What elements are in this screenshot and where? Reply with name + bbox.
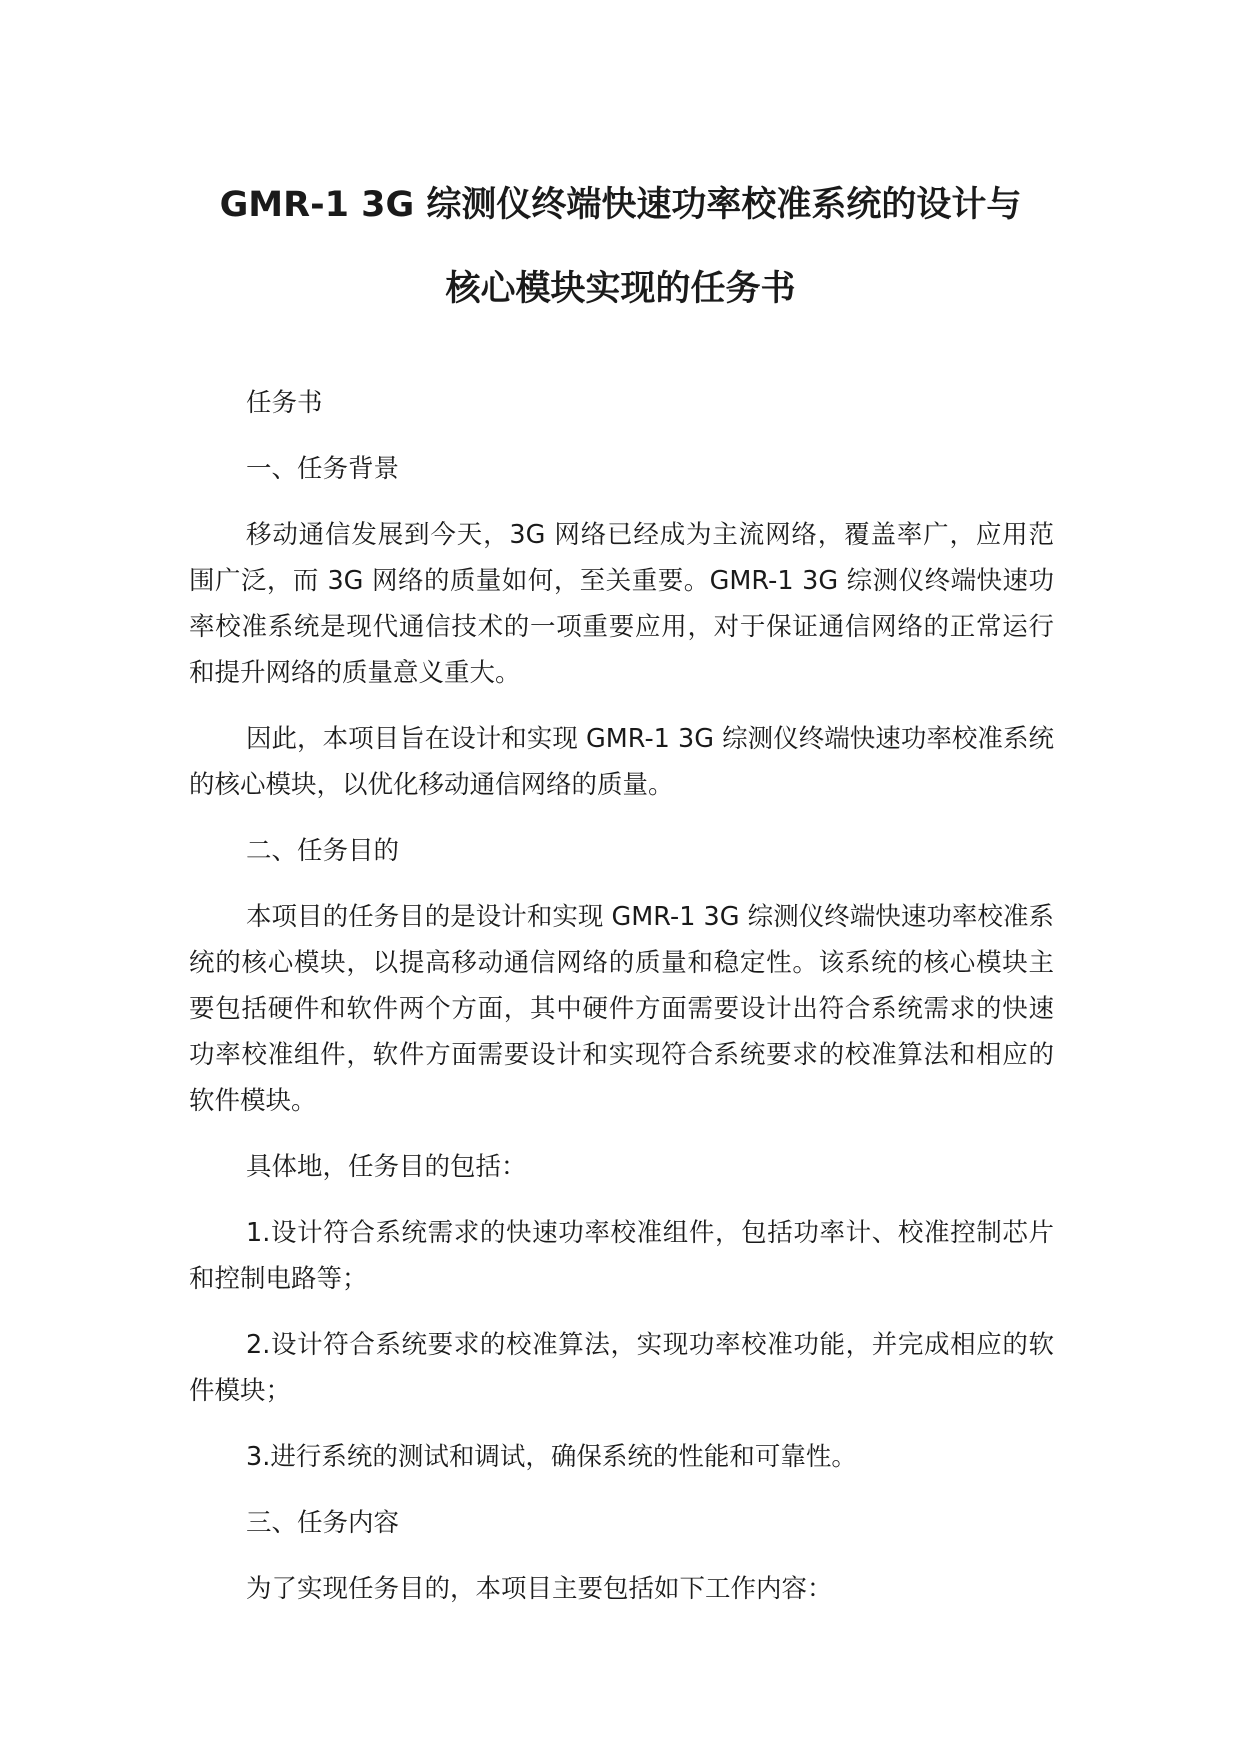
document-title-line-2: 核心模块实现的任务书: [445, 269, 796, 309]
list-item: 1.设计符合系统需求的快速功率校准组件，包括功率计、校准控制芯片和控制电路等；: [189, 1218, 1054, 1294]
list-item: 3.进行系统的测试和调试，确保系统的性能和可靠性。: [246, 1442, 857, 1472]
section-heading-purpose: 二、任务目的: [246, 836, 400, 866]
paragraph: 因此，本项目旨在设计和实现 GMR-1 3G 综测仪终端快速功率校准系统的核心模块，以优化移动通信网络的质量。: [189, 724, 1054, 800]
document-title-line-1: GMR-1 3G 综测仪终端快速功率校准系统的设计与: [219, 185, 1022, 225]
section-heading-background: 一、任务背景: [246, 454, 400, 484]
section-heading-content: 三、任务内容: [246, 1508, 400, 1538]
paragraph: 本项目的任务目的是设计和实现 GMR-1 3G 综测仪终端快速功率校准系统的核心模块，以提高移动通信网络的质量和稳定性。该系统的核心模块主要包括硬件和软件两个方面，其中硬件方面需要设计出符合系统需求的快速功率校准组件，软件方面需要设计和实现符合系统要求的校准算法和相应的软件模块。: [189, 902, 1054, 1116]
document-body: [189, 380, 1054, 1632]
paragraph: 移动通信发展到今天，3G 网络已经成为主流网络，覆盖率广，应用范围广泛，而 3G 网络的质量如何，至关重要。GMR-1 3G 综测仪终端快速功率校准系统是现代通信技术的一项重要应用，对于保证通信网络的正常运行和提升网络的质量意义重大。: [189, 520, 1054, 688]
paragraph: 具体地，任务目的包括：: [246, 1152, 527, 1182]
list-item: 2.设计符合系统要求的校准算法，实现功率校准功能，并完成相应的软件模块；: [189, 1330, 1054, 1406]
paragraph: 为了实现任务目的，本项目主要包括如下工作内容：: [246, 1574, 833, 1604]
section-label: 任务书: [246, 388, 323, 418]
